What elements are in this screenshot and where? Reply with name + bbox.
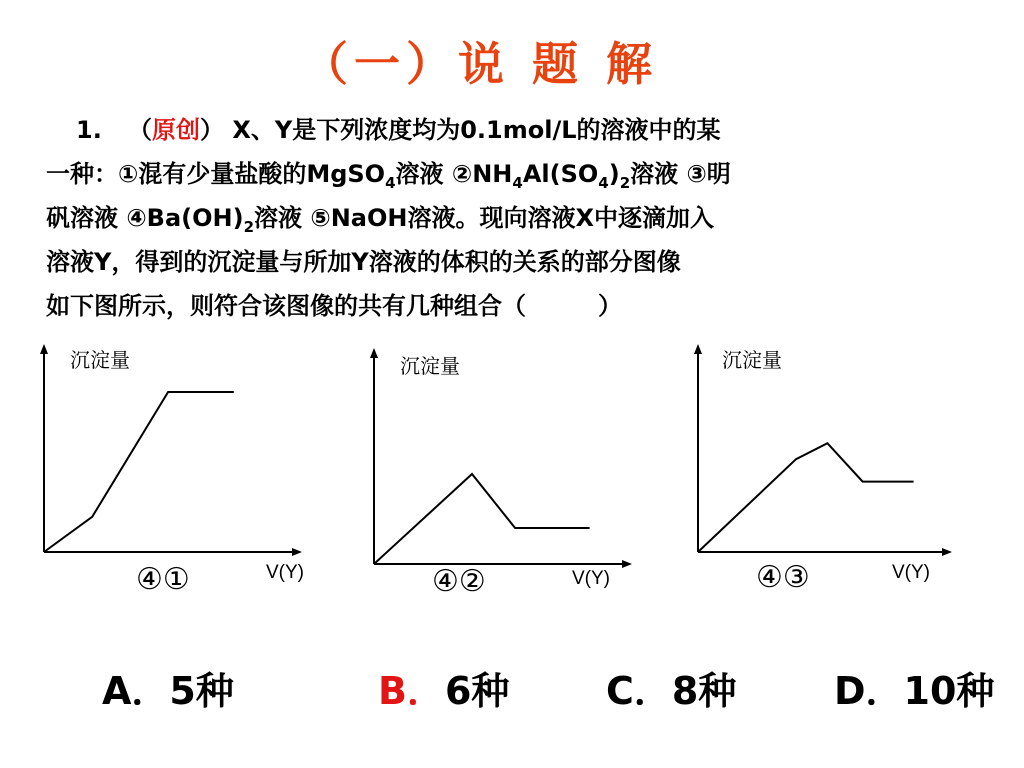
q2-sub2: 4	[512, 174, 523, 192]
graph-2-svg	[360, 340, 660, 600]
choice-c-letter: C．	[606, 669, 672, 713]
choice-b-letter: B．	[378, 669, 445, 713]
choice-a-letter: A．	[102, 669, 170, 713]
q3-sub: 2	[243, 218, 255, 236]
q2-b: 溶液 ②NH	[395, 160, 513, 188]
graph-3-xlabel: V(Y)	[892, 562, 930, 583]
graph-2	[360, 340, 660, 600]
graph-1-label: ④①	[136, 562, 190, 597]
q2-sub1: 4	[385, 174, 396, 192]
question-line-3	[46, 196, 966, 240]
precipitate-curve	[374, 474, 590, 564]
slide-title: （一）说 题 解	[301, 37, 659, 91]
x-axis-arrow	[942, 548, 952, 556]
graph-3	[684, 340, 984, 600]
precipitate-curve	[698, 443, 914, 552]
question-number: 1.	[76, 116, 102, 144]
question-line-2	[46, 152, 966, 196]
question-line-5: 如下图所示，则符合该图像的共有几种组合（ ）	[46, 292, 622, 320]
q2-a: 一种：①混有少量盐酸的MgSO	[46, 160, 386, 188]
graph-2-ylabel: 沉淀量	[400, 354, 460, 378]
graph-1-svg	[30, 340, 330, 600]
y-axis-arrow	[40, 344, 48, 354]
graph-2-label: ④②	[432, 564, 486, 599]
x-axis-arrow	[622, 560, 632, 568]
answer-choices	[0, 660, 1024, 720]
precipitate-curve	[44, 392, 234, 552]
choice-b[interactable]	[378, 660, 509, 715]
graph-3-svg	[684, 340, 984, 600]
graph-3-ylabel: 沉淀量	[722, 348, 782, 372]
source-open: （	[128, 116, 152, 144]
y-axis-arrow	[694, 344, 702, 354]
q2-sub3: 4	[598, 174, 609, 192]
question-line-1-rest: X、Y是下列浓度均为0.1mol/L的溶液中的某	[224, 116, 721, 144]
choice-c-text: 8种	[671, 669, 737, 713]
q2-c: Al(SO	[522, 160, 599, 188]
choice-a[interactable]	[102, 660, 234, 715]
question-line-4: 溶液Y，得到的沉淀量与所加Y溶液的体积的关系的部分图像	[46, 248, 681, 276]
source-close: ）	[200, 116, 224, 144]
graph-3-label: ④③	[756, 560, 810, 595]
q2-sub4: 2	[619, 174, 631, 192]
choice-d[interactable]	[834, 660, 994, 715]
question-line-1	[46, 108, 966, 152]
q3-b: 溶液 ⑤NaOH溶液。现向溶液X中逐滴加入	[254, 204, 714, 232]
x-axis-arrow	[292, 548, 302, 556]
q2-d: )	[608, 160, 620, 188]
q3-a: 矾溶液 ④Ba(OH)	[46, 204, 244, 232]
q2-e: 溶液 ③明	[630, 160, 731, 188]
choice-d-text: 10种	[903, 669, 995, 713]
graph-1-ylabel: 沉淀量	[70, 348, 130, 372]
graph-1	[30, 340, 330, 600]
y-axis-arrow	[370, 348, 378, 358]
question-text	[46, 108, 966, 328]
choice-b-text: 6种	[444, 669, 510, 713]
choice-a-text: 5种	[169, 669, 234, 713]
choice-c[interactable]	[606, 660, 736, 715]
choice-d-letter: D．	[834, 669, 904, 713]
source-label: 原创	[152, 116, 200, 144]
graph-1-xlabel: V(Y)	[266, 562, 304, 583]
graph-2-xlabel: V(Y)	[572, 568, 610, 589]
